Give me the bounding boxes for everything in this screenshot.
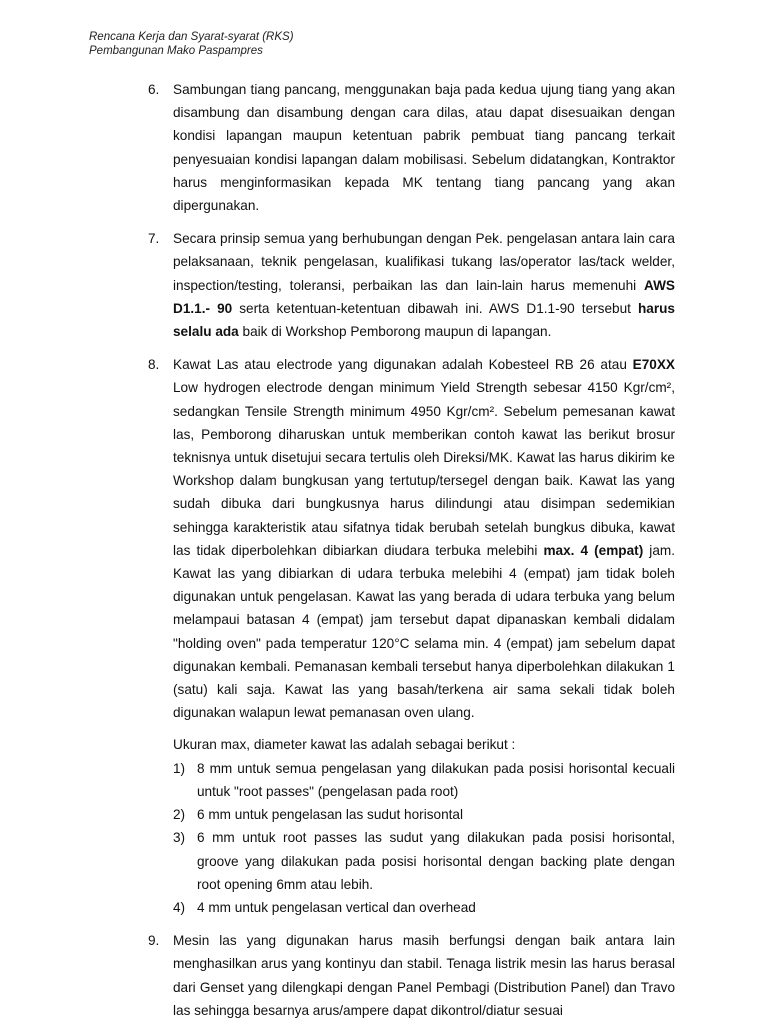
list-text: 6 mm untuk root passes las sudut yang dilakukan pada posisi horisontal, groove yang dilakukan pada posisi horisontal dengan backing plate dengan root opening 6mm atau lebih. [197,830,675,892]
clause-7 [148,227,675,343]
list-number: 1) [173,760,186,776]
clause-number: 8. [148,357,160,373]
clause-8 [148,353,675,919]
list-item [173,826,675,896]
text-run: baik di Workshop Pemborong maupun di lapangan. [238,324,552,340]
clause-text: Sambungan tiang pancang, menggunakan baja pada kedua ujung tiang yang akan disambung dan disambung dengan cara dilas, atau dapat disesuaikan dengan kondisi lapangan maupun ketentuan pabrik pembuat tiang pancang terkait penyesuaian kondisi lapangan dalam mobilisasi. Sebelum didatangkan, Kontraktor harus menginformasikan kepada MK tentang tiang pancang yang akan dipergunakan. [173,82,675,214]
list-text: 8 mm untuk semua pengelasan yang dilakukan pada posisi horisontal kecuali untuk "root passes" (pengelasan pada root) [197,760,675,799]
header-project: Pembangunan Mako Paspampres [89,45,263,57]
list-number: 2) [173,807,186,823]
clause-text [173,353,675,724]
clause-text [173,227,675,343]
clause-number: 7. [148,231,160,247]
clause-9 [148,929,675,1022]
clause-number: 6. [148,82,160,97]
text-run: Secara prinsip semua yang berhubungan dengan Pek. pengelasan antara lain cara pelaksanaan, teknik pengelasan, kualifikasi tukang las/operator las/tack welder, inspection/testing, toleransi, perbaikan las dan lain-lain harus memenuhi [173,231,675,293]
list-number: 4) [173,899,186,915]
clause-text: Mesin las yang digunakan harus masih berfungsi dengan baik antara lain menghasilkan arus yang kontinyu dan stabil. Tenaga listrik mesin las harus berasal dari Genset yang dilengkapi dengan Panel Pembagi (Distribution Panel) dan Travo las sehingga besarnya arus/ampere dapat dikontrol/diatur sesuai [173,933,675,1018]
text-run: Kawat Las atau electrode yang digunakan adalah Kobesteel RB 26 atau [173,357,633,373]
list-item [173,757,675,803]
header-title: Rencana Kerja dan Syarat-syarat (RKS) [89,31,294,43]
clause-6 [148,78,675,217]
list-item [173,896,675,919]
text-run: Low hydrogen electrode dengan minimum Yield Strength sebesar 4150 Kgr/cm², sedangkan Tensile Strength minimum 4950 Kgr/cm². Sebelum pemesanan kawat las, Pemborong diharuskan untuk memberikan contoh kawat las berikut brosur teknisnya untuk disetujui secara tertulis oleh Direksi/MK. Kawat las harus dikirim ke Workshop dalam bungkusan yang tertutup/tersegel dengan baik. Kawat las yang sudah dibuka dari bungkusnya harus dilindungi atau disimpan sedemikian sehingga karakteristik atau sifatnya tidak berubah setelah bungkus dibuka, kawat las tidak diperbolehkan dibiarkan diudara terbuka melebihi [173,380,675,558]
clause-number: 9. [148,933,160,949]
electrode-size-list [173,757,675,919]
sub-list-intro: Ukuran max, diameter kawat las adalah sebagai berikut : [173,737,516,753]
bold-standard: AWS D1.1.- 90 [173,277,675,316]
bold-electrode-type: E70XX [632,357,675,373]
list-text: 4 mm untuk pengelasan vertical dan overhead [197,899,476,915]
bold-max-hours: max. 4 (empat) [543,542,644,558]
text-run: serta ketentuan-ketentuan dibawah ini. AWS D1.1-90 tersebut [232,300,638,316]
document-body [148,78,675,1032]
text-run: jam. Kawat las yang dibiarkan di udara terbuka melebihi 4 (empat) jam tidak boleh digunakan untuk pengelasan. Kawat las yang berada di udara terbuka yang belum melampaui batasan 4 (empat) jam tersebut dapat dipanaskan kembali didalam "holding oven" pada temperatur 120°C selama min. 4 (empat) jam sebelum dapat digunakan kembali. Pemanasan kembali tersebut hanya diperbolehkan dilakukan 1 (satu) kali saja. Kawat las yang basah/terkena air sama sekali tidak boleh digunakan walapun lewat pemanasan oven ulang. [173,542,675,721]
document-header [89,30,294,58]
list-number: 3) [173,830,186,846]
list-text: 6 mm untuk pengelasan las sudut horisontal [197,807,463,823]
bold-emphasis: harus selalu ada [173,300,675,340]
list-item [173,803,675,826]
